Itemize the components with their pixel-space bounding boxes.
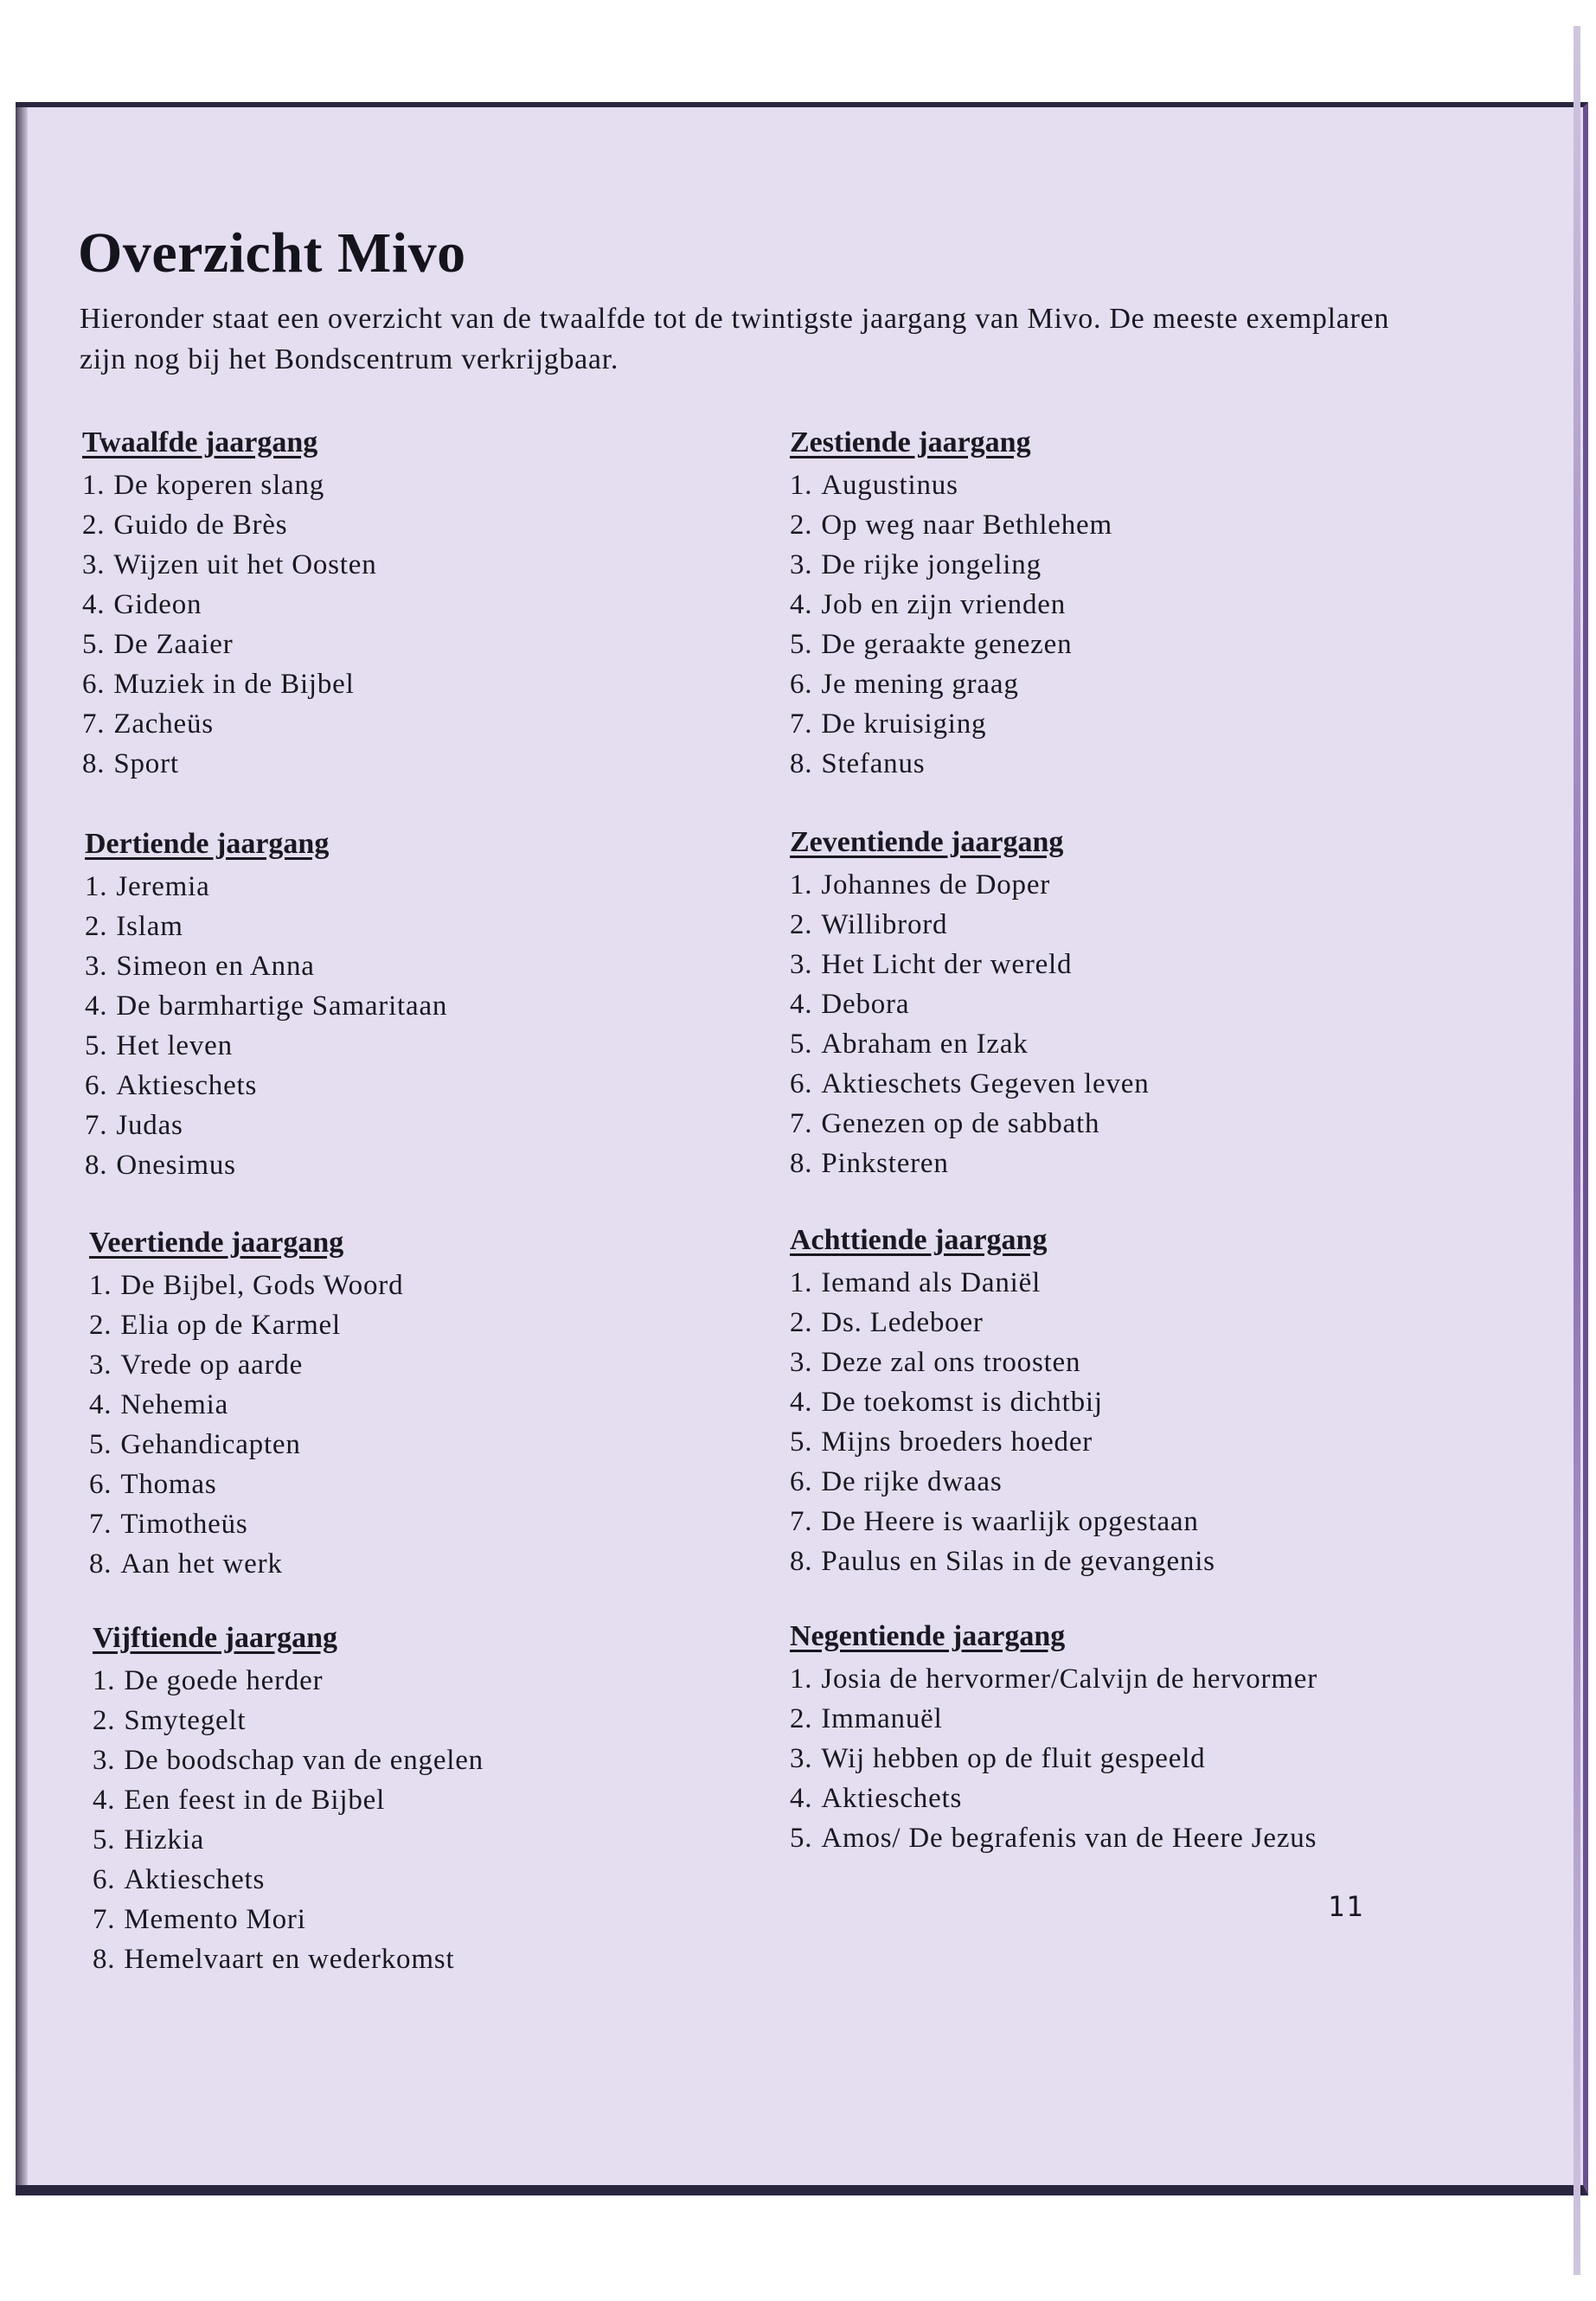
item-number: 6. — [790, 669, 813, 700]
list-item — [82, 625, 688, 664]
item-number: 3. — [89, 1349, 112, 1381]
list-item — [790, 1462, 1395, 1502]
item-number: 1. — [85, 871, 108, 902]
issue-list — [790, 1263, 1395, 1581]
section-achttiende — [790, 1220, 1395, 1581]
item-title: Elia op de Karmel — [120, 1310, 341, 1341]
item-number: 2. — [93, 1705, 116, 1736]
item-number: 8. — [93, 1944, 116, 1975]
item-number: 7. — [790, 1108, 813, 1139]
item-title: De rijke jongeling — [821, 549, 1042, 580]
list-item — [85, 1066, 690, 1106]
item-title: Simeon en Anna — [116, 951, 315, 982]
item-number: 2. — [89, 1310, 112, 1341]
item-number: 6. — [82, 669, 106, 700]
issue-list — [89, 1266, 695, 1584]
item-number: 3. — [82, 549, 106, 580]
item-title: Het Licht der wereld — [821, 949, 1073, 980]
section-heading: Veertiende jaargang — [89, 1227, 344, 1259]
item-title: Gideon — [113, 589, 202, 620]
list-item — [85, 1026, 690, 1066]
item-title: De Zaaier — [113, 629, 234, 660]
item-title: Hemelvaart en wederkomst — [124, 1944, 455, 1975]
list-item — [82, 505, 688, 545]
section-veertiende — [89, 1222, 695, 1584]
item-number: 2. — [82, 510, 106, 541]
list-item — [82, 585, 688, 625]
section-heading: Twaalfde jaargang — [82, 426, 318, 458]
list-item — [790, 1422, 1395, 1462]
intro-paragraph: Hieronder staat een overzicht van de twaalfde tot de twintigste jaargang van Mivo. De meeste exemplaren zijn nog bij het Bondscentrum verkrijgbaar. — [80, 303, 1390, 375]
item-number: 6. — [93, 1864, 116, 1895]
item-title: De Bijbel, Gods Woord — [120, 1270, 404, 1301]
item-title: Judas — [116, 1110, 183, 1141]
item-title: Josia de hervormer/Calvijn de hervormer — [821, 1663, 1318, 1695]
item-title: Het leven — [116, 1030, 233, 1061]
section-vijftiende — [93, 1618, 698, 1979]
section-heading: Negentiende jaargang — [790, 1620, 1066, 1652]
list-item — [790, 664, 1395, 704]
item-title: Op weg naar Bethlehem — [821, 510, 1112, 541]
item-number: 5. — [790, 1029, 813, 1060]
item-number: 7. — [85, 1110, 108, 1141]
item-title: Paulus en Silas in de gevangenis — [821, 1546, 1215, 1577]
item-number: 4. — [93, 1785, 116, 1816]
item-title: Je mening graag — [821, 669, 1019, 700]
item-number: 8. — [790, 1148, 813, 1179]
item-number: 1. — [790, 1663, 813, 1695]
issue-list — [85, 867, 690, 1185]
list-item — [790, 1144, 1395, 1183]
item-number: 7. — [790, 708, 813, 740]
list-item — [790, 1739, 1374, 1779]
item-title: Wijzen uit het Oosten — [113, 549, 377, 580]
list-item — [93, 1900, 698, 1939]
item-number: 6. — [85, 1070, 108, 1101]
item-title: Gehandicapten — [120, 1429, 301, 1460]
item-number: 4. — [790, 989, 813, 1020]
list-item — [89, 1425, 695, 1465]
item-title: De koperen slang — [113, 470, 325, 501]
list-item — [790, 545, 1395, 585]
section-twaalfde — [82, 422, 688, 784]
item-number: 3. — [790, 1347, 813, 1378]
item-title: De rijke dwaas — [821, 1466, 1003, 1497]
item-title: Job en zijn vrienden — [821, 589, 1067, 620]
item-number: 4. — [790, 1387, 813, 1418]
list-item — [89, 1465, 695, 1504]
list-item — [790, 1541, 1395, 1581]
item-number: 5. — [790, 1426, 813, 1458]
list-item — [790, 1064, 1395, 1104]
item-title: Aktieschets — [116, 1070, 258, 1101]
item-title: Abraham en Izak — [821, 1029, 1029, 1060]
item-number: 2. — [790, 909, 813, 940]
item-title: Genezen op de sabbath — [821, 1108, 1100, 1139]
item-title: Johannes de Doper — [821, 869, 1051, 901]
item-number: 5. — [82, 629, 106, 660]
item-title: Stefanus — [821, 748, 926, 779]
section-zeventiende — [790, 822, 1395, 1183]
list-item — [85, 986, 690, 1026]
item-number: 1. — [790, 470, 813, 501]
item-title: Thomas — [120, 1469, 217, 1500]
list-item — [93, 1740, 698, 1780]
item-title: De barmhartige Samaritaan — [116, 990, 448, 1022]
item-number: 4. — [89, 1389, 112, 1420]
item-title: Vrede op aarde — [120, 1349, 304, 1381]
item-title: Timotheüs — [120, 1509, 248, 1540]
item-number: 1. — [790, 1267, 813, 1298]
section-zestiende — [790, 422, 1395, 784]
list-item — [790, 1818, 1374, 1858]
item-title: Iemand als Daniël — [821, 1267, 1042, 1298]
item-title: De kruisiging — [821, 708, 987, 740]
item-title: Jeremia — [116, 871, 210, 902]
item-title: Guido de Brès — [113, 510, 288, 541]
item-number: 4. — [82, 589, 106, 620]
item-title: Pinksteren — [821, 1148, 949, 1179]
section-dertiende — [85, 824, 690, 1185]
item-number: 8. — [82, 748, 106, 779]
item-number: 2. — [85, 911, 108, 942]
item-title: Mijns broeders hoeder — [821, 1426, 1093, 1458]
item-number: 1. — [790, 869, 813, 901]
item-number: 6. — [790, 1068, 813, 1099]
list-item — [790, 744, 1395, 784]
item-number: 3. — [85, 951, 108, 982]
list-item — [82, 545, 688, 585]
item-number: 7. — [93, 1904, 116, 1935]
list-item — [93, 1820, 698, 1860]
list-item — [93, 1661, 698, 1701]
item-number: 8. — [89, 1548, 112, 1580]
item-number: 2. — [790, 1703, 813, 1734]
section-heading: Zestiende jaargang — [790, 426, 1031, 458]
item-number: 7. — [89, 1509, 112, 1540]
item-number: 3. — [790, 949, 813, 980]
list-item — [82, 704, 688, 744]
item-title: Deze zal ons troosten — [821, 1347, 1081, 1378]
item-number: 1. — [89, 1270, 112, 1301]
item-number: 4. — [85, 990, 108, 1022]
item-title: De boodschap van de engelen — [124, 1745, 484, 1776]
page-number: 11 — [1328, 1890, 1365, 1923]
item-number: 5. — [89, 1429, 112, 1460]
item-number: 1. — [93, 1665, 116, 1696]
item-number: 5. — [790, 1823, 813, 1854]
item-title: Aan het werk — [120, 1548, 283, 1580]
item-number: 4. — [790, 589, 813, 620]
list-item — [93, 1860, 698, 1900]
list-item — [790, 585, 1395, 625]
item-title: Aktieschets — [124, 1864, 266, 1895]
list-item — [93, 1939, 698, 1979]
list-item — [790, 945, 1395, 984]
item-number: 3. — [790, 1743, 813, 1774]
item-number: 4. — [790, 1783, 813, 1814]
item-number: 7. — [790, 1506, 813, 1537]
item-title: Willibrord — [821, 909, 948, 940]
list-item — [89, 1544, 695, 1584]
item-title: Smytegelt — [124, 1705, 247, 1736]
issue-list — [790, 1659, 1374, 1858]
section-heading: Zeventiende jaargang — [790, 826, 1064, 858]
list-item — [89, 1504, 695, 1544]
item-title: Sport — [113, 748, 179, 779]
item-title: Nehemia — [120, 1389, 229, 1420]
item-title: Muziek in de Bijbel — [113, 669, 355, 700]
item-title: De goede herder — [124, 1665, 324, 1696]
list-item — [790, 984, 1395, 1024]
issue-list — [790, 865, 1395, 1183]
item-title: Islam — [116, 911, 183, 942]
list-item — [790, 905, 1395, 945]
item-title: Ds. Ledeboer — [821, 1307, 984, 1338]
item-title: Aktieschets — [821, 1783, 963, 1814]
list-item — [790, 465, 1395, 505]
item-number: 3. — [93, 1745, 116, 1776]
list-item — [790, 704, 1395, 744]
list-item — [89, 1345, 695, 1385]
item-title: Hizkia — [124, 1824, 205, 1856]
item-number: 6. — [790, 1466, 813, 1497]
page-title: Overzicht Mivo — [78, 221, 466, 285]
item-title: Immanuël — [821, 1703, 943, 1734]
list-item — [82, 744, 688, 784]
item-number: 7. — [82, 708, 106, 740]
section-heading: Achttiende jaargang — [790, 1224, 1048, 1256]
list-item — [85, 946, 690, 986]
section-heading: Vijftiende jaargang — [93, 1622, 337, 1654]
list-item — [790, 625, 1395, 664]
list-item — [790, 1104, 1395, 1144]
item-number: 3. — [790, 549, 813, 580]
item-title: Een feest in de Bijbel — [124, 1785, 386, 1816]
list-item — [790, 1699, 1374, 1739]
item-number: 8. — [790, 1546, 813, 1577]
item-title: De Heere is waarlijk opgestaan — [821, 1506, 1199, 1537]
list-item — [93, 1780, 698, 1820]
list-item — [790, 1303, 1395, 1343]
item-title: Zacheüs — [113, 708, 214, 740]
issue-list — [82, 465, 688, 784]
list-item — [89, 1385, 695, 1425]
section-heading: Dertiende jaargang — [85, 828, 330, 860]
item-number: 8. — [85, 1150, 108, 1181]
item-title: Amos/ De begrafenis van de Heere Jezus — [821, 1823, 1317, 1854]
item-number: 1. — [82, 470, 106, 501]
section-negentiende — [790, 1616, 1374, 1858]
list-item — [89, 1305, 695, 1345]
list-item — [790, 1779, 1374, 1818]
list-item — [89, 1266, 695, 1305]
item-number: 2. — [790, 510, 813, 541]
list-item — [85, 867, 690, 907]
item-title: De geraakte genezen — [821, 629, 1073, 660]
list-item — [790, 1024, 1395, 1064]
item-title: Debora — [821, 989, 910, 1020]
list-item — [790, 505, 1395, 545]
list-item — [790, 1263, 1395, 1303]
list-item — [790, 1343, 1395, 1382]
list-item — [790, 1502, 1395, 1541]
item-title: Augustinus — [821, 470, 958, 501]
item-number: 5. — [93, 1824, 116, 1856]
list-item — [82, 465, 688, 505]
list-item — [790, 865, 1395, 905]
list-item — [85, 1106, 690, 1145]
list-item — [93, 1701, 698, 1740]
list-item — [790, 1382, 1395, 1422]
item-number: 5. — [85, 1030, 108, 1061]
item-title: Wij hebben op de fluit gespeeld — [821, 1743, 1206, 1774]
item-title: De toekomst is dichtbij — [821, 1387, 1103, 1418]
item-number: 2. — [790, 1307, 813, 1338]
item-number: 8. — [790, 748, 813, 779]
list-item — [85, 1145, 690, 1185]
item-title: Aktieschets Gegeven leven — [821, 1068, 1150, 1099]
list-item — [82, 664, 688, 704]
issue-list — [93, 1661, 698, 1979]
list-item — [790, 1659, 1374, 1699]
item-title: Memento Mori — [124, 1904, 306, 1935]
issue-list — [790, 465, 1395, 784]
item-number: 5. — [790, 629, 813, 660]
binding-edge — [1574, 26, 1580, 2275]
list-item — [85, 907, 690, 946]
item-title: Onesimus — [116, 1150, 236, 1181]
item-number: 6. — [89, 1469, 112, 1500]
